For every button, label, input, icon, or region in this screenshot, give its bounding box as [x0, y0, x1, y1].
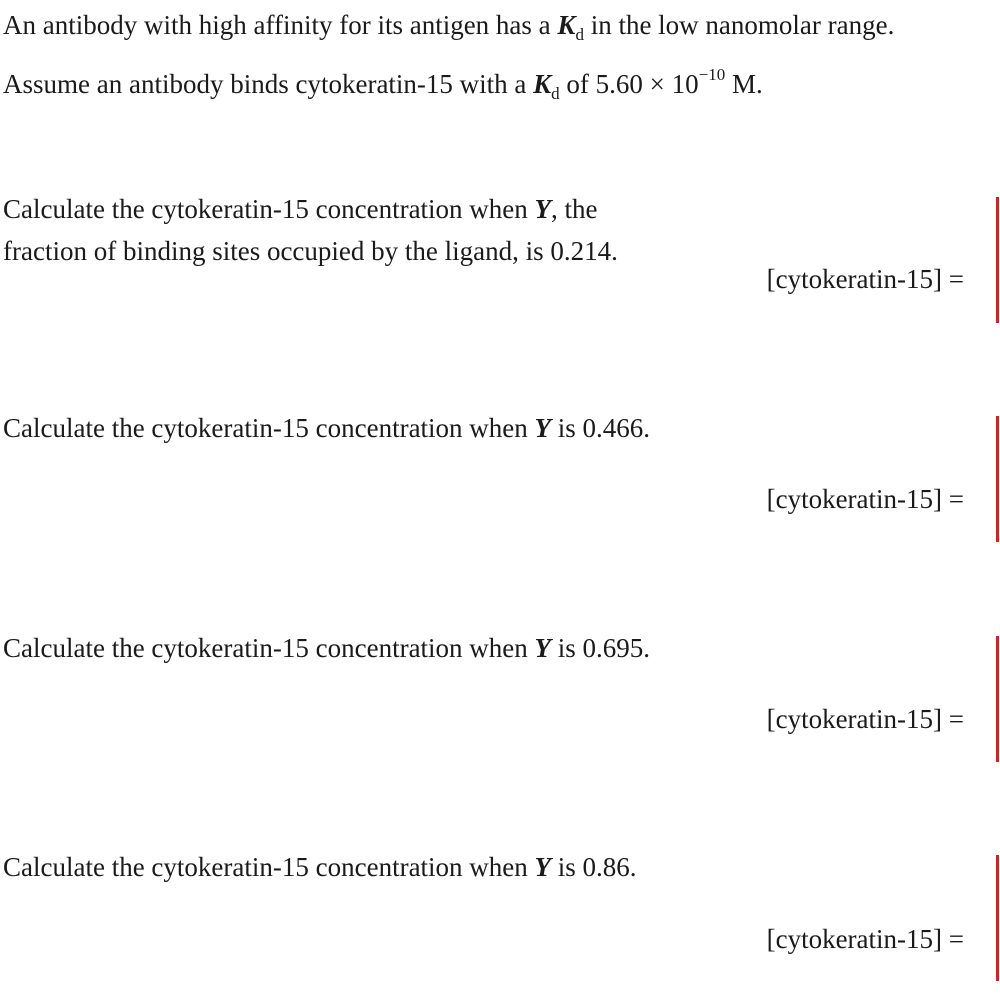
question-3-text-end: is 0.695.: [551, 633, 651, 663]
question-1-text: Calculate the cytokeratin-15 concentration when: [3, 194, 535, 224]
question-4-line-1: [3, 854, 637, 881]
question-1-text-end: , the: [551, 194, 598, 224]
kd-symbol: [557, 10, 584, 44]
k-letter-2: K: [533, 69, 552, 99]
y-symbol: Y: [534, 633, 552, 663]
kd-symbol-2: [533, 69, 560, 103]
question-1-line-1: [3, 196, 598, 223]
k-letter: K: [557, 10, 576, 40]
question-4-text: Calculate the cytokeratin-15 concentration when: [3, 852, 535, 882]
answer-label-1: [cytokeratin-15] =: [766, 264, 964, 294]
answer-label-4: [cytokeratin-15] =: [766, 924, 964, 954]
answer-input-2[interactable]: [996, 416, 999, 542]
answer-input-1[interactable]: [996, 197, 999, 323]
y-symbol: Y: [534, 852, 552, 882]
question-1-line-2: [3, 238, 618, 265]
question-3-text: Calculate the cytokeratin-15 concentration when: [3, 633, 535, 663]
kd-subscript-2: d: [551, 84, 560, 103]
intro-line-2: [3, 65, 763, 103]
kd-unit: M.: [725, 69, 763, 99]
answer-input-4[interactable]: [996, 855, 999, 981]
question-2-text: Calculate the cytokeratin-15 concentration when: [3, 413, 535, 443]
answer-input-3[interactable]: [996, 636, 999, 762]
intro-line-1: [3, 10, 895, 44]
question-1-text-2: fraction of binding sites occupied by the ligand, is 0.214.: [3, 236, 618, 266]
answer-label-3: [cytokeratin-15] =: [766, 704, 964, 734]
intro-text-end: in the low nanomolar range.: [583, 10, 895, 40]
question-2-text-end: is 0.466.: [551, 413, 651, 443]
kd-value: of 5.60 × 10: [559, 69, 699, 99]
kd-subscript: d: [575, 25, 584, 44]
question-3-line-1: [3, 635, 650, 662]
question-2-line-1: [3, 415, 650, 442]
y-symbol: Y: [534, 194, 552, 224]
kd-exponent: −10: [698, 65, 726, 84]
answer-label-2: [cytokeratin-15] =: [766, 484, 964, 514]
question-4-text-end: is 0.86.: [551, 852, 637, 882]
intro-text: An antibody with high affinity for its antigen has a: [3, 10, 558, 40]
intro-text-2: Assume an antibody binds cytokeratin-15 with a: [3, 69, 534, 99]
y-symbol: Y: [534, 413, 552, 443]
